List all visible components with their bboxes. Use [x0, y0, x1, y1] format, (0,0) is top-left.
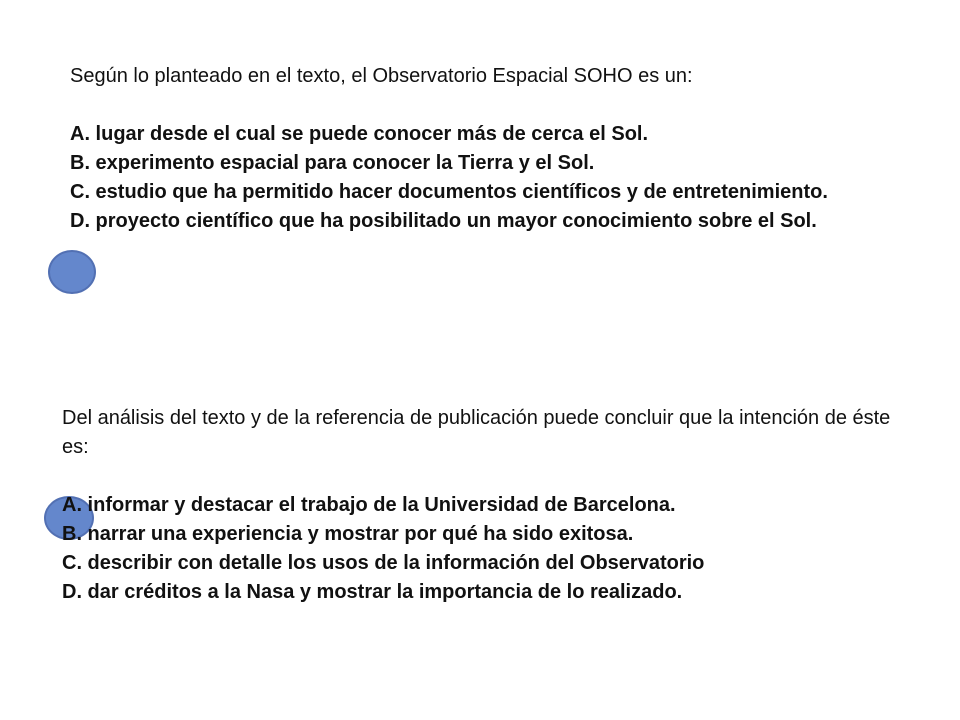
option-label: A. lugar desde el cual se puede conocer más de cerca el Sol.: [70, 123, 649, 145]
option-label: D. dar créditos a la Nasa y mostrar la importancia de lo realizado.: [62, 581, 683, 603]
question-2-text: Del análisis del texto y de la referencia de publicación puede concluir que la intención de éste es:: [62, 407, 891, 458]
option-label: C. describir con detalle los usos de la información del Observatorio: [62, 552, 705, 574]
question-1-text: Según lo planteado en el texto, el Observatorio Espacial SOHO es un:: [70, 65, 693, 87]
question-2-option-a[interactable]: [62, 491, 922, 520]
option-label: A. informar y destacar el trabajo de la Universidad de Barcelona.: [62, 494, 676, 516]
question-1-option-c[interactable]: [70, 178, 910, 207]
question-2-option-c[interactable]: [62, 549, 922, 578]
spacer: [62, 462, 922, 491]
option-label: C. estudio que ha permitido hacer documentos científicos y de entretenimiento.: [70, 181, 828, 203]
option-label: D. proyecto científico que ha posibilitado un mayor conocimiento sobre el Sol.: [70, 210, 817, 232]
question-1-option-a[interactable]: [70, 120, 910, 149]
question-1-option-b[interactable]: [70, 149, 910, 178]
answer-marker-q1: [48, 250, 96, 294]
question-1-option-d[interactable]: [70, 207, 910, 236]
question-2-option-d[interactable]: [62, 578, 922, 607]
question-2: [62, 404, 922, 607]
question-1: [70, 62, 910, 236]
question-2-option-b[interactable]: [62, 520, 922, 549]
option-label: B. narrar una experiencia y mostrar por qué ha sido exitosa.: [62, 523, 634, 545]
spacer: [70, 91, 910, 120]
option-label: B. experimento espacial para conocer la Tierra y el Sol.: [70, 152, 595, 174]
